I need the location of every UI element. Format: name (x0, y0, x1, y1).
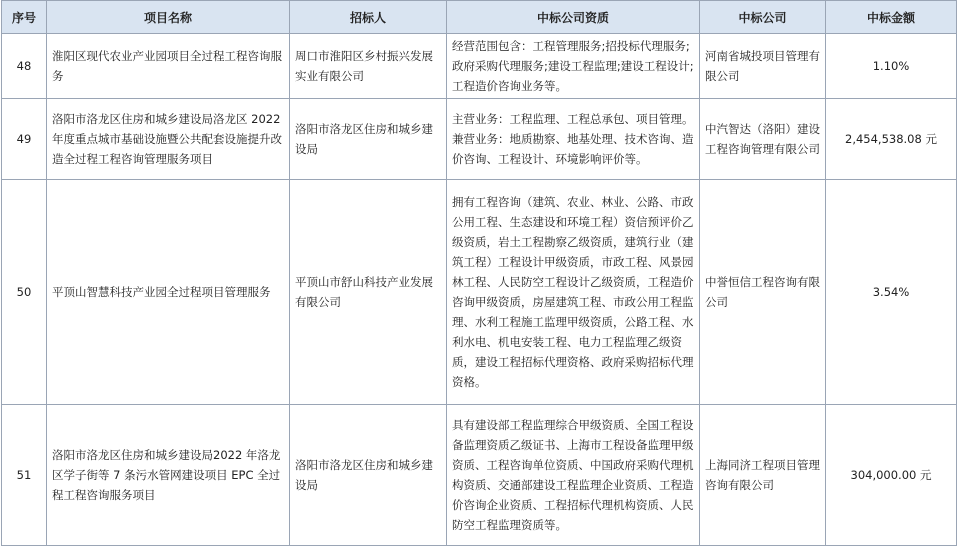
cell-seq: 49 (2, 99, 47, 180)
table-row (2, 34, 957, 99)
cell-project: 淮阳区现代农业产业园项目全过程工程咨询服务 (47, 34, 290, 99)
cell-tenderer: 洛阳市洛龙区住房和城乡建设局 (290, 99, 447, 180)
cell-seq: 51 (2, 405, 47, 546)
table-row (2, 405, 957, 546)
bid-results-table (1, 0, 957, 546)
table-row (2, 180, 957, 405)
cell-amount: 3.54% (826, 180, 957, 405)
cell-tenderer: 平顶山市舒山科技产业发展有限公司 (290, 180, 447, 405)
header-amount: 中标金额 (826, 1, 957, 34)
cell-winner: 中汽智达（洛阳）建设工程咨询管理有限公司 (700, 99, 826, 180)
cell-amount: 2,454,538.08 元 (826, 99, 957, 180)
cell-tenderer: 洛阳市洛龙区住房和城乡建设局 (290, 405, 447, 546)
cell-winner: 河南省城投项目管理有限公司 (700, 34, 826, 99)
header-tenderer: 招标人 (290, 1, 447, 34)
cell-project: 洛阳市洛龙区住房和城乡建设局2022 年洛龙区学子街等 7 条污水管网建设项目 EPC 全过程工程咨询服务项目 (47, 405, 290, 546)
cell-project: 平顶山智慧科技产业园全过程项目管理服务 (47, 180, 290, 405)
cell-qualification: 具有建设部工程监理综合甲级资质、全国工程设备监理资质乙级证书、上海市工程设备监理甲级资质、工程咨询单位资质、中国政府采购代理机构资质、交通部建设工程监理企业资质、工程造价咨询企业资质、工程招标代理机构资质、人民防空工程监理资质等。 (447, 405, 700, 546)
header-seq: 序号 (2, 1, 47, 34)
cell-project: 洛阳市洛龙区住房和城乡建设局洛龙区 2022 年度重点城市基础设施暨公共配套设施提升改造全过程工程咨询管理服务项目 (47, 99, 290, 180)
cell-seq: 48 (2, 34, 47, 99)
cell-qualification: 经营范围包含：工程管理服务;招投标代理服务;政府采购代理服务;建设工程监理;建设工程设计;工程造价咨询业务等。 (447, 34, 700, 99)
cell-amount: 304,000.00 元 (826, 405, 957, 546)
cell-qualification: 主营业务：工程监理、工程总承包、项目管理。兼营业务：地质勘察、地基处理、技术咨询、造价咨询、工程设计、环境影响评价等。 (447, 99, 700, 180)
header-project: 项目名称 (47, 1, 290, 34)
cell-winner: 中誉恒信工程咨询有限公司 (700, 180, 826, 405)
cell-seq: 50 (2, 180, 47, 405)
table-header-row (2, 1, 957, 34)
header-qualification: 中标公司资质 (447, 1, 700, 34)
header-winner: 中标公司 (700, 1, 826, 34)
table-row (2, 99, 957, 180)
cell-tenderer: 周口市淮阳区乡村振兴发展实业有限公司 (290, 34, 447, 99)
cell-amount: 1.10% (826, 34, 957, 99)
cell-winner: 上海同济工程项目管理咨询有限公司 (700, 405, 826, 546)
cell-qualification: 拥有工程咨询（建筑、农业、林业、公路、市政公用工程、生态建设和环境工程）资信预评价乙级资质，岩土工程勘察乙级资质，建筑行业（建筑工程）工程设计甲级资质，市政工程、风景园林工程、人民防空工程设计乙级资质，工程造价咨询甲级资质，房屋建筑工程、市政公用工程监理、水利工程施工监理甲级资质，公路工程、水利水电、机电安装工程、电力工程监理乙级资质，建设工程招标代理资格、政府采购招标代理资格。 (447, 180, 700, 405)
